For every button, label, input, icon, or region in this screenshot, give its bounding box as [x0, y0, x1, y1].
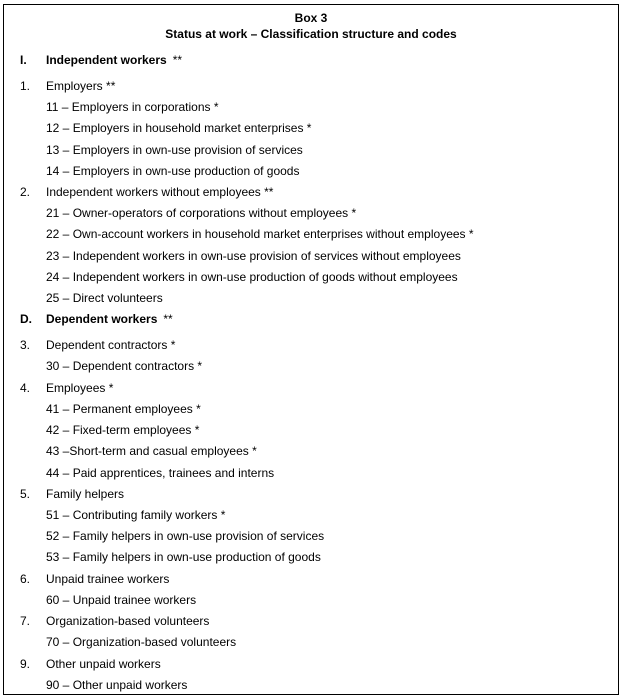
list-item: 23 – Independent workers in own-use provision of services without employees: [46, 249, 461, 263]
group-number: 1.: [20, 79, 31, 93]
list-item: 22 – Own-account workers in household market enterprises without employees *: [46, 227, 474, 241]
list-item: 42 – Fixed-term employees *: [46, 423, 200, 437]
classification-box: [3, 4, 619, 695]
box-subtitle: Status at work – Classification structure and codes: [165, 27, 457, 41]
group-number: 2.: [20, 185, 31, 199]
group-label: Independent workers without employees **: [46, 185, 274, 199]
list-item: 30 – Dependent contractors *: [46, 359, 203, 373]
group-label: Other unpaid workers: [46, 657, 161, 671]
list-item: 44 – Paid apprentices, trainees and interns: [46, 466, 275, 480]
list-item: 41 – Permanent employees *: [46, 402, 201, 416]
box-title: Box 3: [294, 11, 328, 25]
list-item: 14 – Employers in own-use production of goods: [46, 164, 300, 178]
list-item: 25 – Direct volunteers: [46, 291, 163, 305]
list-item: 90 – Other unpaid workers: [46, 678, 188, 692]
group-number: 9.: [20, 657, 31, 671]
group-label: Employers **: [46, 79, 116, 93]
group-label: Dependent contractors *: [46, 338, 176, 352]
section-mark: **: [163, 312, 173, 326]
section-mark: **: [172, 53, 183, 67]
list-item: 43 –Short-term and casual employees *: [46, 444, 257, 458]
group-label: Unpaid trainee workers: [46, 572, 170, 586]
group-number: 3.: [20, 338, 31, 352]
list-item: 52 – Family helpers in own-use provision of services: [46, 529, 325, 543]
section-numeral: D.: [20, 312, 32, 326]
group-label: Family helpers: [46, 487, 125, 501]
group-label: Employees *: [46, 381, 114, 395]
list-item: 51 – Contributing family workers *: [46, 508, 226, 522]
group-label: Organization-based volunteers: [46, 614, 210, 628]
list-item: 12 – Employers in household market enterprises *: [46, 121, 312, 135]
list-item: 60 – Unpaid trainee workers: [46, 593, 197, 607]
section-label: Dependent workers: [46, 312, 158, 326]
section-label: Independent workers: [46, 53, 167, 67]
list-item: 53 – Family helpers in own-use production of goods: [46, 550, 321, 564]
list-item: 70 – Organization-based volunteers: [46, 635, 237, 649]
list-item: 24 – Independent workers in own-use production of goods without employees: [46, 270, 458, 284]
list-item: 11 – Employers in corporations *: [46, 100, 219, 114]
group-number: 7.: [20, 614, 31, 628]
section-numeral: I.: [20, 53, 27, 67]
group-number: 6.: [20, 572, 31, 586]
group-number: 4.: [20, 381, 31, 395]
list-item: 21 – Owner-operators of corporations without employees *: [46, 206, 357, 220]
list-item: 13 – Employers in own-use provision of services: [46, 143, 303, 157]
group-number: 5.: [20, 487, 31, 501]
